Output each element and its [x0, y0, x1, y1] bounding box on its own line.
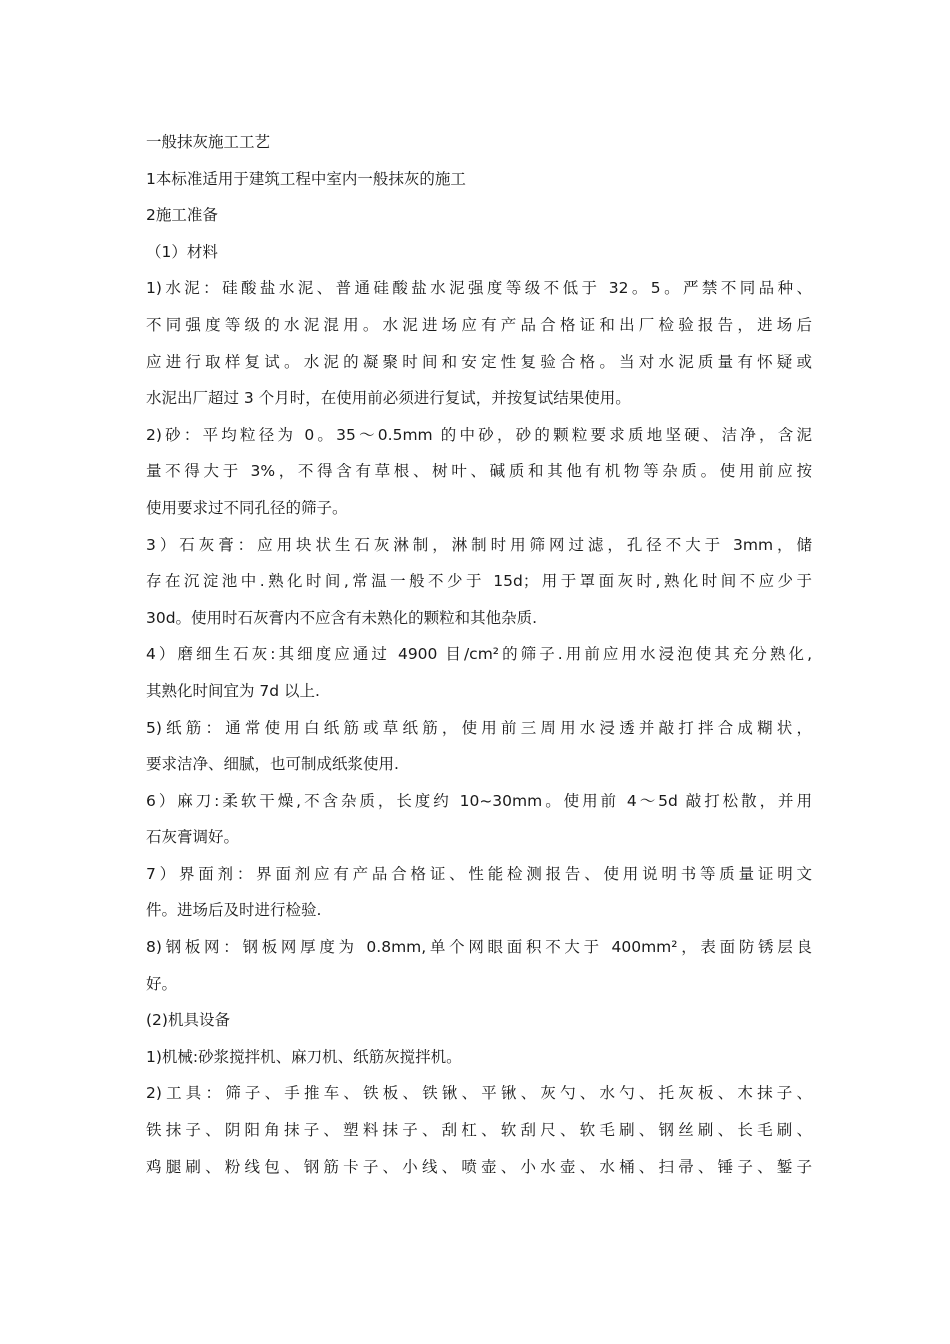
- paragraph-line: 5)纸筋：通常使用白纸筋或草纸筋，使用前三周用水浸透并敲打拌合成糊状，: [146, 718, 812, 737]
- paragraph-line: 存在沉淀池中.熟化时间,常温一般不少于 15d；用于罩面灰时,熟化时间不应少于: [146, 572, 812, 591]
- paragraph-line: 鸡腿刷、粉线包、钢筋卡子、小线、喷壶、小水壶、水桶、扫帚、锤子、錾子: [146, 1157, 812, 1176]
- paragraph-line: 件。进场后及时进行检验.: [146, 901, 322, 920]
- paragraph-line: 不同强度等级的水泥混用。水泥进场应有产品合格证和出厂检验报告，进场后: [146, 315, 812, 334]
- paragraph-line: 好。: [146, 974, 178, 993]
- paragraph-line: 6）麻刀:柔软干燥,不含杂质，长度约 10~30mm。使用前 4～5d 敲打松散，并用: [146, 791, 812, 810]
- paragraph-line: 其熟化时间宜为 7d 以上.: [146, 681, 320, 700]
- paragraph-line: 30d。使用时石灰膏内不应含有未熟化的颗粒和其他杂质.: [146, 608, 537, 627]
- paragraph-line: 铁抹子、阴阳角抹子、塑料抹子、刮杠、软刮尺、软毛刷、钢丝刷、长毛刷、: [146, 1121, 812, 1140]
- paragraph-line: 7）界面剂：界面剂应有产品合格证、性能检测报告、使用说明书等质量证明文: [146, 864, 812, 883]
- paragraph-line: 1)水泥：硅酸盐水泥、普通硅酸盐水泥强度等级不低于 32。5。严禁不同品种、: [146, 279, 812, 298]
- paragraph-line: 使用要求过不同孔径的筛子。: [146, 498, 348, 517]
- paragraph-line: 1)机械:砂浆搅拌机、麻刀机、纸筋灰搅拌机。: [146, 1047, 462, 1066]
- document-title: 一般抹灰施工工艺: [146, 133, 271, 151]
- paragraph-line: 2)砂：平均粒径为 0。35～0.5mm 的中砂，砂的颗粒要求质地坚硬、洁净，含泥: [146, 425, 812, 444]
- paragraph-line: 2)工具：筛子、手推车、铁板、铁锹、平锹、灰勺、水勺、托灰板、木抹子、: [146, 1084, 812, 1103]
- section-2-heading: 2施工准备: [146, 206, 218, 225]
- document-body: [146, 124, 812, 1185]
- section-1-scope: 1本标准适用于建筑工程中室内一般抹灰的施工: [146, 169, 466, 188]
- subsection-equipment-heading: (2)机具设备: [146, 1011, 230, 1030]
- paragraph-line: 8)钢板网：钢板网厚度为 0.8mm,单个网眼面积不大于 400mm²，表面防锈层良: [146, 938, 812, 957]
- paragraph-line: 3）石灰膏：应用块状生石灰淋制，淋制时用筛网过滤，孔径不大于 3mm，储: [146, 535, 812, 554]
- subsection-materials-heading: （1）材料: [146, 242, 218, 261]
- paragraph-line: 4）磨细生石灰:其细度应通过 4900 目/cm²的筛子.用前应用水浸泡使其充分熟化,: [146, 645, 812, 664]
- paragraph-line: 应进行取样复试。水泥的凝聚时间和安定性复验合格。当对水泥质量有怀疑或: [146, 352, 812, 371]
- paragraph-line: 水泥出厂超过 3 个月时，在使用前必须进行复试，并按复试结果使用。: [146, 389, 631, 408]
- paragraph-line: 量不得大于 3%，不得含有草根、树叶、碱质和其他有机物等杂质。使用前应按: [146, 462, 812, 481]
- paragraph-line: 要求洁净、细腻，也可制成纸浆使用.: [146, 755, 399, 774]
- paragraph-line: 石灰膏调好。: [146, 828, 240, 847]
